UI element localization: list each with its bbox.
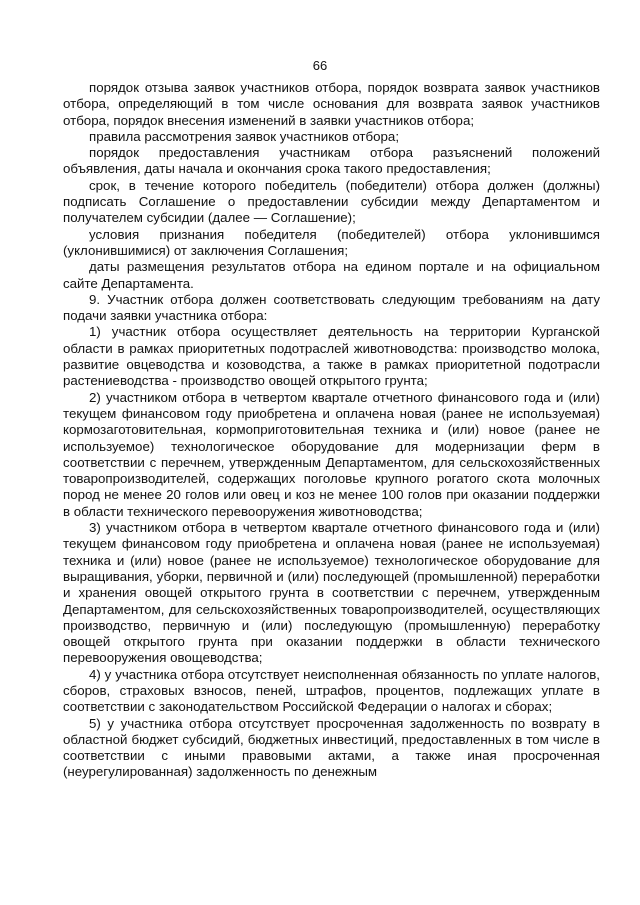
paragraph-review-rules: правила рассмотрения заявок участников отбора; — [89, 128, 400, 144]
paragraph-clarification-procedure: порядок предоставления участникам отбора разъяснений положений объявления, даты начала и окончания срока такого предоставления; — [63, 145, 600, 177]
document-body — [63, 80, 600, 781]
paragraph-section-9-requirements: 9. Участник отбора должен соответствовать следующим требованиям на дату подачи заявки участника отбора: — [63, 291, 600, 324]
paragraph-requirement-5: 5) у участника отбора отсутствует просроченная задолженность по возврату в областной бюджет субсидий, бюджетных инвестиций, предоставленных в том числе в соответствии с иными правовыми актами, а также иная просроченная (неурегулированная) задолженность по денежным — [63, 715, 600, 780]
page-number: 66 — [312, 58, 328, 73]
paragraph-requirement-3: 3) участником отбора в четвертом квартале отчетного финансового года и (или) текущем финансовом году приобретена и оплачена новая (ранее не используемая) техника и (или) новое (ранее не используемое) технологическое оборудование для выращивания, уборки, первичной и (или) последующей (промышленной) переработки и хранения овощей открытого грунта в соответствии с перечнем, утвержденным Департаментом, для сельскохозяйственных товаропроизводителей, осуществляющих производство, первичную и (или) последующую (промышленную) переработку овощей открытого грунта при оказании поддержки в области технического перевооружения овощеводства; — [63, 520, 600, 666]
paragraph-results-publication: даты размещения результатов отбора на едином портале и на официальном сайте Департамента. — [63, 259, 600, 291]
paragraph-requirement-1: 1) участник отбора осуществляет деятельность на территории Курганской области в рамках приоритетных подотраслей животноводства: производство молока, развитие овцеводства и козоводства, а также в рамках приоритетной подотрасли растениеводства - производство овощей открытого грунта; — [63, 324, 600, 389]
paragraph-requirement-2: 2) участником отбора в четвертом квартале отчетного финансового года и (или) текущем финансовом году приобретена и оплачена новая (ранее не используемая) кормозаготовительная, кормоприготовительная техника и (или) новое (ранее не используемое) технологическое оборудование для модернизации ферм в соответствии с перечнем, утвержденным Департаментом, для сельскохозяйственных товаропроизводителей, содержащих поголовье крупного рогатого скота молочных пород не менее 20 голов или овец и коз не менее 100 голов при оказании поддержки в области технического перевооружения животноводства; — [63, 389, 600, 519]
paragraph-withdrawal-procedure: порядок отзыва заявок участников отбора, порядок возврата заявок участников отбора, определяющий в том числе основания для возврата заявок участников отбора, порядок внесения изменений в заявки участников отбора; — [63, 80, 600, 128]
paragraph-requirement-4: 4) у участника отбора отсутствует неисполненная обязанность по уплате налогов, сборов, страховых взносов, пеней, штрафов, процентов, подлежащих уплате в соответствии с законодательством Российской Федерации о налогах и сборах; — [63, 666, 600, 715]
paragraph-evasion-conditions: условия признания победителя (победителей) отбора уклонившимся (уклонившимися) от заключения Соглашения; — [63, 226, 600, 258]
paragraph-agreement-signing-term: срок, в течение которого победитель (победители) отбора должен (должны) подписать Соглашение о предоставлении субсидии между Департаментом и получателем субсидии (далее — Соглашение); — [63, 177, 600, 226]
